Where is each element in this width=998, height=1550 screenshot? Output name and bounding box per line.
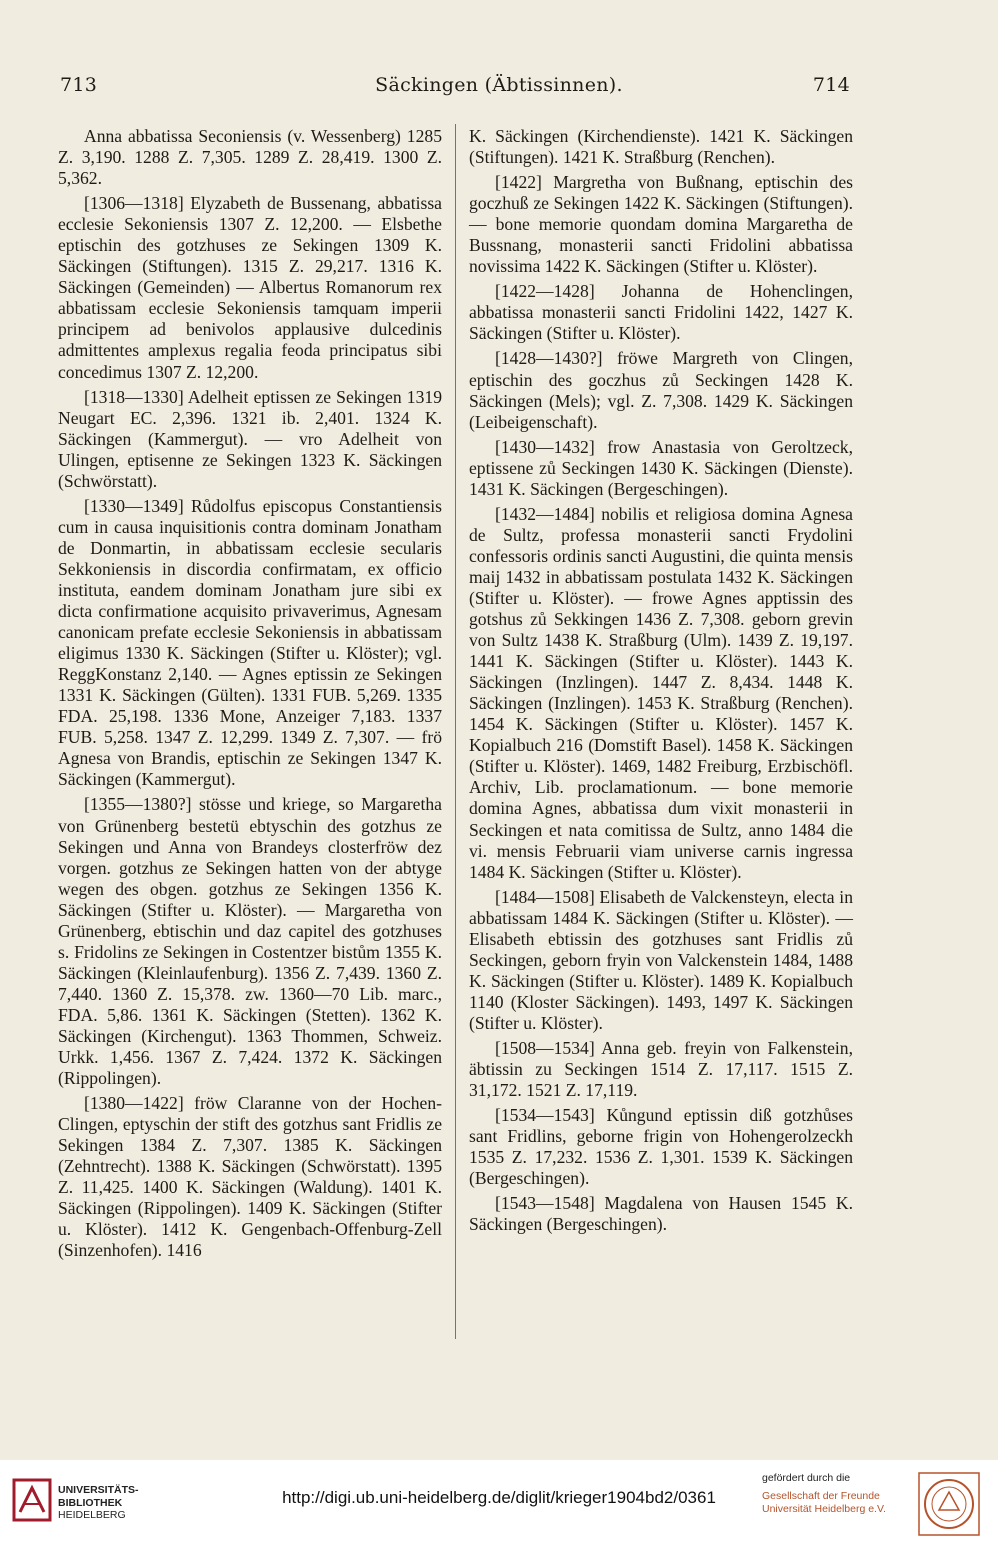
- entry-paragraph: [1432—1484] nobilis et religiosa domina Agnesa de Sultz, professa monasterii sancti Frydolini confessoris ordinis sancti Augustini, die quinta mensis maij 1432 in abbatissam postulata 1432 K. Säckingen (Stifter u. Klöster). — frowe Agnes apptissin des gotshus zů Sekkingen 1436 Z. 7,308. geborn grevin von Sultz 1438 K. Straßburg (Ulm). 1439 Z. 19,197. 1441 K. Säckingen (Stifter u. Klöster). 1443 K. Säckingen (Inzlingen). 1447 Z. 8,434. 1448 K. Säckingen (Inzlingen). 1453 K. Straßburg (Renchen). 1454 K. Säckingen (Stifter u. Klöster). 1457 K. Kopialbuch 216 (Domstift Basel). 1458 K. Säckingen (Stifter u. Klöster). 1469, 1482 Freiburg, Erzbischöfl. Archiv, Lib. proclamationum. — bone memorie domina Agnes, abbatissa dum vixit monasterii in Seckingen et nata comitissa de Sultz, anno 1484 die vi. mensis Februarii viam universe carnis ingressa 1484 K. Säckingen (Stifter u. Klöster).: [469, 503, 853, 882]
- entry-paragraph: [1422—1428] Johanna de Hohenclingen, abbatissa monasterii sancti Fridolini 1422, 1427 K. Säckingen (Stifter u. Klöster).: [469, 281, 853, 344]
- running-title: Säckingen (Äbtissinnen).: [375, 74, 623, 96]
- entry-paragraph: [1534—1543] Kůngund eptissin diß gotzhůses sant Fridlins, geborne frigin von Hohengerolzeckh 1535 Z. 17,232. 1536 Z. 1,301. 1539 K. Säckingen (Bergeschingen).: [469, 1105, 853, 1189]
- entry-paragraph: [1543—1548] Magdalena von Hausen 1545 K. Säckingen (Bergeschingen).: [469, 1193, 853, 1235]
- entry-paragraph: [1508—1534] Anna geb. freyin von Falkenstein, äbtissin zu Seckingen 1514 Z. 17,117. 1515 Z. 31,172. 1521 Z. 17,119.: [469, 1037, 853, 1101]
- sponsor-name[interactable]: Gesellschaft der Freunde: [762, 1490, 880, 1502]
- library-name-line: BIBLIOTHEK: [58, 1496, 123, 1509]
- permalink-url[interactable]: http://digi.ub.uni-heidelberg.de/diglit/krieger1904bd2/0361: [282, 1488, 716, 1507]
- left-column: [58, 126, 442, 1265]
- entry-paragraph: [1430—1432] frow Anastasia von Geroltzeck, eptissene zů Seckingen 1430 K. Säckingen (Dienste). 1431 K. Säckingen (Bergeschingen).: [469, 436, 853, 499]
- entry-paragraph: [1422] Margretha von Bußnang, eptischin des goczhuß ze Sekingen 1422 K. Säckingen (Stiftungen). — bone memorie quondam domina Margaretha de Bussnang, monasterii sancti Fridolini abbatissa novissima 1422 K. Säckingen (Stifter u. Klöster).: [469, 172, 853, 277]
- sponsor-name-line2[interactable]: Universität Heidelberg e.V.: [762, 1503, 886, 1515]
- entry-paragraph: Anna abbatissa Seconiensis (v. Wessenberg) 1285 Z. 3,190. 1288 Z. 7,305. 1289 Z. 28,419. 1300 Z. 5,362.: [58, 126, 442, 189]
- page-number-right: 714: [812, 74, 850, 96]
- entry-paragraph: [1330—1349] Růdolfus episcopus Constantiensis cum in causa inquisitionis contra dominam Jonatham de Donmartin, in abbatissam ecclesie secularis Sekkoniensis in discordia confirmatam, ex officio instituta, eandem dominam Jonatham jure sibi ex dicta confirmatione acquisito privaverimus, Agnesam canonicam prefate ecclesie Sekoniensis in abbatissam eligimus 1330 K. Säckingen (Stifter u. Klöster); vgl. ReggKonstanz 2,140. — Agnes eptissin ze Sekingen 1331 K. Säckingen (Gülten). 1331 FUB. 5,269. 1335 FDA. 25,198. 1336 Mone, Anzeiger 7,183. 1337 FUB. 5,258. 1347 Z. 12,299. 1349 Z. 7,307. — frö Agnesa von Brandis, eptischin ze Sekingen 1347 K. Säckingen (Kammergut).: [58, 495, 442, 790]
- entry-paragraph: [1428—1430?] fröwe Margreth von Clingen, eptischin des goczhus zů Seckingen 1428 K. Säckingen (Mels); vgl. Z. 7,308. 1429 K. Säckingen (Leibeigenschaft).: [469, 348, 853, 432]
- sponsor-label: gefördert durch die: [762, 1472, 851, 1484]
- library-name-line: UNIVERSITÄTS-: [58, 1484, 139, 1496]
- page-number-left: 713: [60, 74, 98, 96]
- entry-paragraph: [1306—1318] Elyzabeth de Bussenang, abbatissa ecclesie Sekoniensis 1307 Z. 12,200. — Elsbethe eptischin des gotzhuses ze Sekingen 1309 K. Säckingen (Stiftungen). 1315 Z. 29,217. 1316 K. Säckingen (Gemeinden) — Albertus Romanorum rex abbatissam ecclesie Sekoniensis tamquam imperii principem ad benivolos applausive dulcedinis admittentes amplexus regalia feoda principatus sibi concedimus 1307 Z. 12,200.: [58, 193, 442, 382]
- library-city: HEIDELBERG: [58, 1509, 126, 1521]
- entry-paragraph: [1318—1330] Adelheit eptissen ze Sekingen 1319 Neugart EC. 2,396. 1321 ib. 2,401. 1324 K. Säckingen (Kammergut). — vro Adelheit von Ulingen, eptisenne ze Sekingen 1323 K. Säckingen (Schwörstatt).: [58, 386, 442, 491]
- entry-paragraph: [1380—1422] fröw Claranne von der Hochen-Clingen, eptyschin der stift des gotzhus sant Fridlis ze Sekingen 1384 Z. 7,307. 1385 K. Säckingen (Zehntrecht). 1388 K. Säckingen (Schwörstatt). 1395 Z. 11,425. 1400 K. Säckingen (Waldung). 1401 K. Säckingen (Rippolingen). 1409 K. Säckingen (Stifter u. Klöster). 1412 K. Gengenbach-Offenburg-Zell (Sinzenhofen). 1416: [58, 1093, 442, 1261]
- society-seal-icon[interactable]: [916, 1470, 982, 1538]
- entry-paragraph: [1484—1508] Elisabeth de Valckensteyn, electa in abbatissam 1484 K. Säckingen (Stifter u. Klöster). — Elisabeth ebtissin des gotzhuses sant Fridlis zů Seckingen, geborn fryin von Valckenstein 1484, 1488 K. Säckingen (Stifter u. Klöster). 1489 K. Kopialbuch 1140 (Kloster Säckingen). 1493, 1497 K. Säckingen (Stifter u. Klöster).: [469, 886, 853, 1033]
- column-divider: [455, 124, 456, 1339]
- sponsor-block: [762, 1472, 912, 1516]
- entry-paragraph: [1355—1380?] stösse und kriege, so Margaretha von Grünenberg bestetü ebtyschin des gotzhus ze Sekingen und Anna von Brandeys closterfröw dez vorgen. gotzhus ze Sekingen hatten von der abtyge wegen des obgen. gotzhus ze Sekingen 1356 K. Säckingen (Stifter u. Klöster). — Margaretha von Grünenberg, ebtischin und daz capitel des gotzhuses s. Fridolins ze Sekingen in Costentzer bistům 1355 K. Säckingen (Kleinlaufenburg). 1356 Z. 7,439. 1360 Z. 7,440. 1360 Z. 15,378. zw. 1360—70 Lib. marc., FDA. 5,86. 1361 K. Säckingen (Stetten). 1362 K. Säckingen (Kirchengut). 1363 Thommen, Schweiz. Urkk. 1,456. 1367 Z. 7,424. 1372 K. Säckingen (Rippolingen).: [58, 794, 442, 1089]
- right-column: [469, 126, 853, 1239]
- viewer-footer: [0, 1460, 998, 1550]
- entry-paragraph: K. Säckingen (Kirchendienste). 1421 K. Säckingen (Stiftungen). 1421 K. Straßburg (Renchen).: [469, 126, 853, 168]
